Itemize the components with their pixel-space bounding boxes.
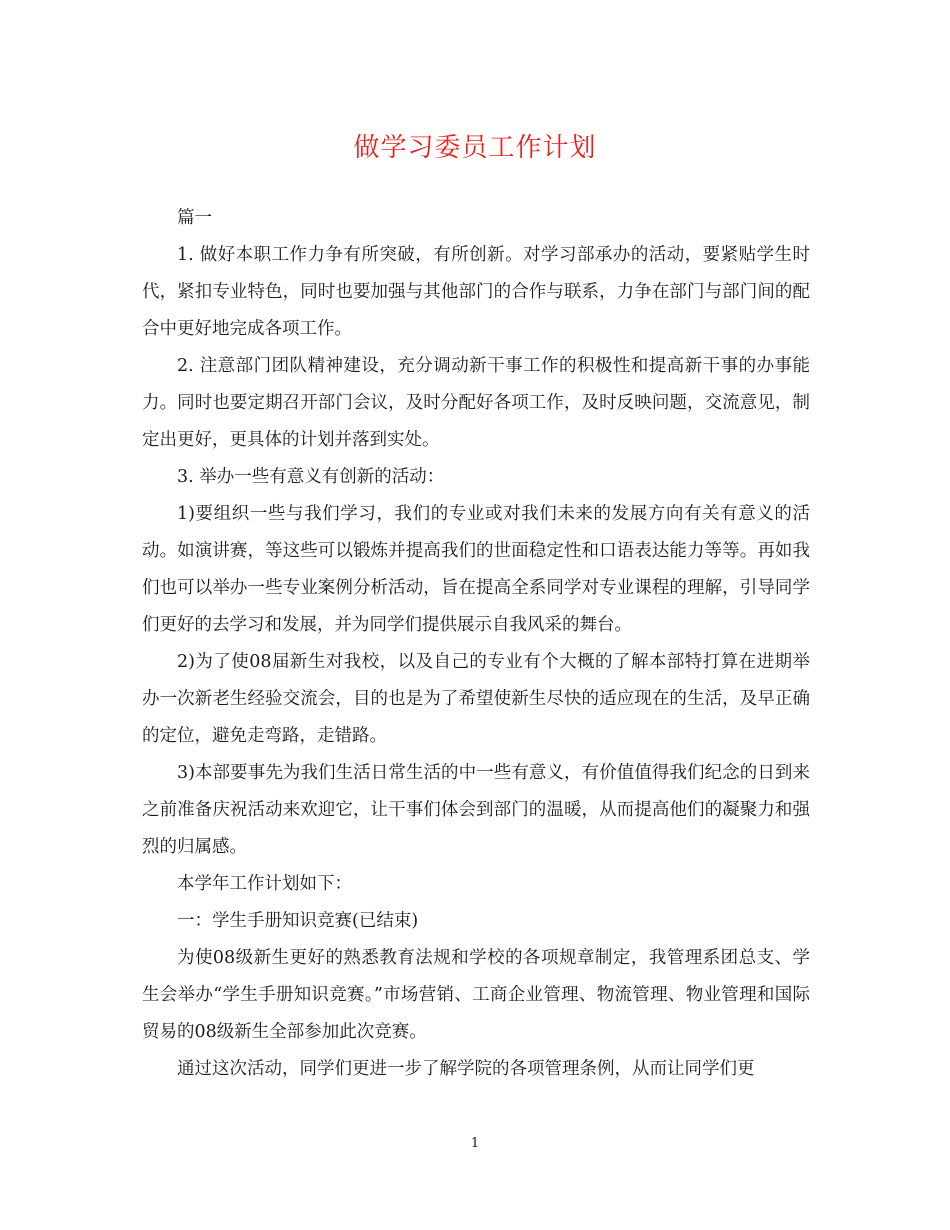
paragraph-plan-item-1: 一：学生手册知识竞赛(已结束) bbox=[177, 911, 419, 931]
paragraph-subitem-3: 3)本部要事先为我们生活日常生活的中一些有意义，有价值值得我们纪念的日到来之前准备庆祝活动来欢迎它，让干事们体会到部门的温暖，从而提高他们的凝聚力和强烈的归属感。 bbox=[142, 763, 810, 857]
paragraph-item-1: 1. 做好本职工作力争有所突破，有所创新。对学习部承办的活动，要紧贴学生时代，紧扣专业特色，同时也要加强与其他部门的合作与联系，力争在部门与部门间的配合中更好地完成各项工作。 bbox=[142, 245, 810, 339]
document-body bbox=[142, 200, 810, 1088]
paragraph-subitem-1: 1)要组织一些与我们学习，我们的专业或对我们未来的发展方向有关有意义的活动。如演讲赛，等这些可以锻炼并提高我们的世面稳定性和口语表达能力等等。再如我们也可以举办一些专业案例分析活动，旨在提高全系同学对专业课程的理解，引导同学们更好的去学习和发展，并为同学们提供展示自我风采的舞台。 bbox=[142, 504, 810, 635]
paragraph-plan-heading: 本学年工作计划如下： bbox=[177, 874, 352, 894]
paragraph-competition-desc: 为使08级新生更好的熟悉教育法规和学校的各项规章制定，我管理系团总支、学生会举办“学生手册知识竞赛。”市场营销、工商企业管理、物流管理、物业管理和国际贸易的08级新生全部参加此次竞赛。 bbox=[142, 948, 810, 1042]
document-title: 做学习委员工作计划 bbox=[353, 133, 597, 163]
paragraph-item-2: 2. 注意部门团队精神建设，充分调动新干事工作的积极性和提高新干事的办事能力。同时也要定期召开部门会议，及时分配好各项工作，及时反映问题，交流意见，制定出更好，更具体的计划并落到实处。 bbox=[142, 356, 810, 450]
paragraph-subitem-2: 2)为了使08届新生对我校，以及自己的专业有个大概的了解本部特打算在进期举办一次新老生经验交流会，目的也是为了希望使新生尽快的适应现在的生活，及早正确的定位，避免走弯路，走错路。 bbox=[142, 652, 810, 746]
paragraph-continuation: 通过这次活动，同学们更进一步了解学院的各项管理条例，从而让同学们更 bbox=[177, 1059, 755, 1079]
paragraph-item-3: 3. 举办一些有意义有创新的活动： bbox=[177, 467, 445, 487]
paragraph-section-label: 篇一 bbox=[177, 208, 212, 228]
page-number: 1 bbox=[470, 1136, 480, 1151]
